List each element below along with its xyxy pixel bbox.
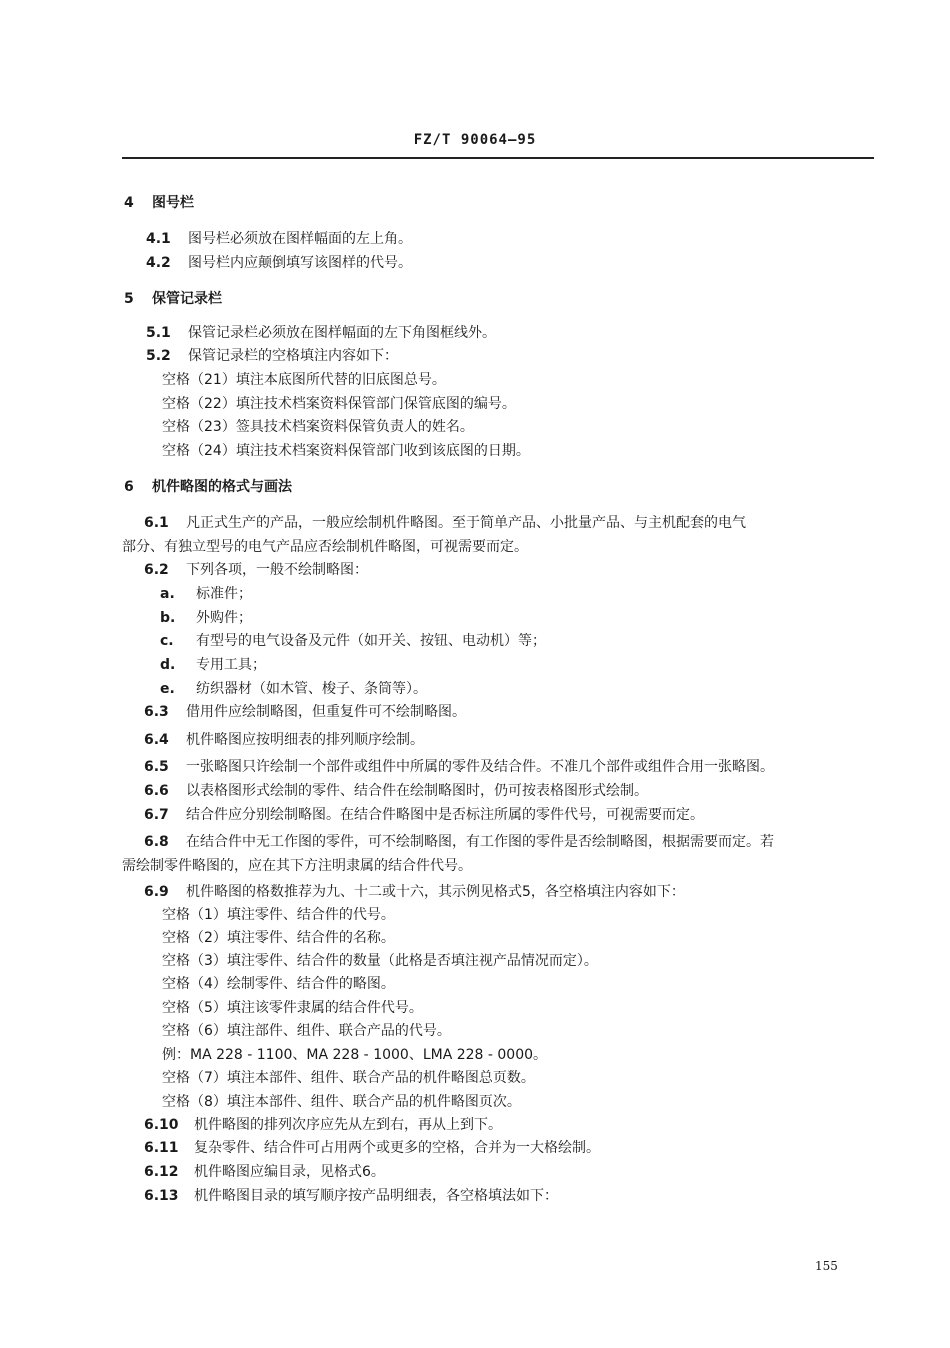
list-item: c. 有型号的电气设备及元件（如开关、按钮、电动机）等； <box>160 633 546 649</box>
list-item: a. 标准件； <box>160 586 252 602</box>
clause-4-1: 4.1 图号栏必须放在图样幅面的左上角。 <box>146 231 412 247</box>
clause-5-1: 5.1 保管记录栏必须放在图样幅面的左下角图框线外。 <box>146 325 496 341</box>
section-4-heading: 4 图号栏 <box>124 195 194 211</box>
clause-6-12: 6.12 机件略图应编目录，见格式6。 <box>144 1164 385 1180</box>
clause-6-11: 6.11 复杂零件、结合件可占用两个或更多的空格，合并为一大格绘制。 <box>144 1140 600 1156</box>
space-item: 空格（4）绘制零件、结合件的略图。 <box>162 976 395 992</box>
space-item: 空格（2）填注零件、结合件的名称。 <box>162 930 395 946</box>
standard-code-header: FZ/T 90064—95 <box>413 132 537 148</box>
clause-6-1-line2: 部分、有独立型号的电气产品应否绘制机件略图，可视需要而定。 <box>122 539 528 555</box>
clause-6-8-line1: 6.8 在结合件中无工作图的零件，可不绘制略图，有工作图的零件是否绘制略图，根据需要而定。若 <box>144 834 774 850</box>
list-item: d. 专用工具； <box>160 657 266 673</box>
clause-4-2: 4.2 图号栏内应颠倒填写该图样的代号。 <box>146 255 412 271</box>
space-item: 空格（5）填注该零件隶属的结合件代号。 <box>162 1000 423 1016</box>
space-item: 空格（23）签具技术档案资料保管负责人的姓名。 <box>162 419 474 435</box>
clause-6-3: 6.3 借用件应绘制略图，但重复件可不绘制略图。 <box>144 704 466 720</box>
space-item: 空格（1）填注零件、结合件的代号。 <box>162 907 395 923</box>
space-item: 空格（7）填注本部件、组件、联合产品的机件略图总页数。 <box>162 1070 535 1086</box>
clause-5-2: 5.2 保管记录栏的空格填注内容如下： <box>146 348 398 364</box>
space-item: 空格（6）填注部件、组件、联合产品的代号。 <box>162 1023 451 1039</box>
clause-6-6: 6.6 以表格图形式绘制的零件、结合件在绘制略图时，仍可按表格图形式绘制。 <box>144 783 648 799</box>
list-item: b. 外购件； <box>160 610 252 626</box>
space-item: 空格（8）填注本部件、组件、联合产品的机件略图页次。 <box>162 1094 521 1110</box>
clause-6-7: 6.7 结合件应分别绘制略图。在结合件略图中是否标注所属的零件代号，可视需要而定。 <box>144 807 704 823</box>
clause-6-8-line2: 需绘制零件略图的，应在其下方注明隶属的结合件代号。 <box>122 858 472 874</box>
clause-6-4: 6.4 机件略图应按明细表的排列顺序绘制。 <box>144 732 424 748</box>
space-item: 空格（21）填注本底图所代替的旧底图总号。 <box>162 372 446 388</box>
example-line: 例：MA 228 - 1100、MA 228 - 1000、LMA 228 - 0000。 <box>162 1047 548 1063</box>
clause-6-1-line1: 6.1 凡正式生产的产品，一般应绘制机件略图。至于简单产品、小批量产品、与主机配套的电气 <box>144 515 746 531</box>
page-number: 155 <box>815 1259 838 1273</box>
space-item: 空格（22）填注技术档案资料保管部门保管底图的编号。 <box>162 396 516 412</box>
space-item: 空格（24）填注技术档案资料保管部门收到该底图的日期。 <box>162 443 530 459</box>
header-rule <box>122 157 874 159</box>
list-item: e. 纺织器材（如木管、梭子、条筒等）。 <box>160 681 427 697</box>
section-5-heading: 5 保管记录栏 <box>124 291 222 307</box>
clause-6-10: 6.10 机件略图的排列次序应先从左到右，再从上到下。 <box>144 1117 502 1133</box>
section-6-heading: 6 机件略图的格式与画法 <box>124 479 292 495</box>
space-item: 空格（3）填注零件、结合件的数量（此格是否填注视产品情况而定）。 <box>162 953 598 969</box>
clause-6-5: 6.5 一张略图只许绘制一个部件或组件中所属的零件及结合件。不准几个部件或组件合用一张略图。 <box>144 759 774 775</box>
clause-6-13: 6.13 机件略图目录的填写顺序按产品明细表，各空格填法如下： <box>144 1188 558 1204</box>
clause-6-9: 6.9 机件略图的格数推荐为九、十二或十六，其示例见格式5，各空格填注内容如下： <box>144 884 685 900</box>
clause-6-2: 6.2 下列各项，一般不绘制略图： <box>144 562 368 578</box>
